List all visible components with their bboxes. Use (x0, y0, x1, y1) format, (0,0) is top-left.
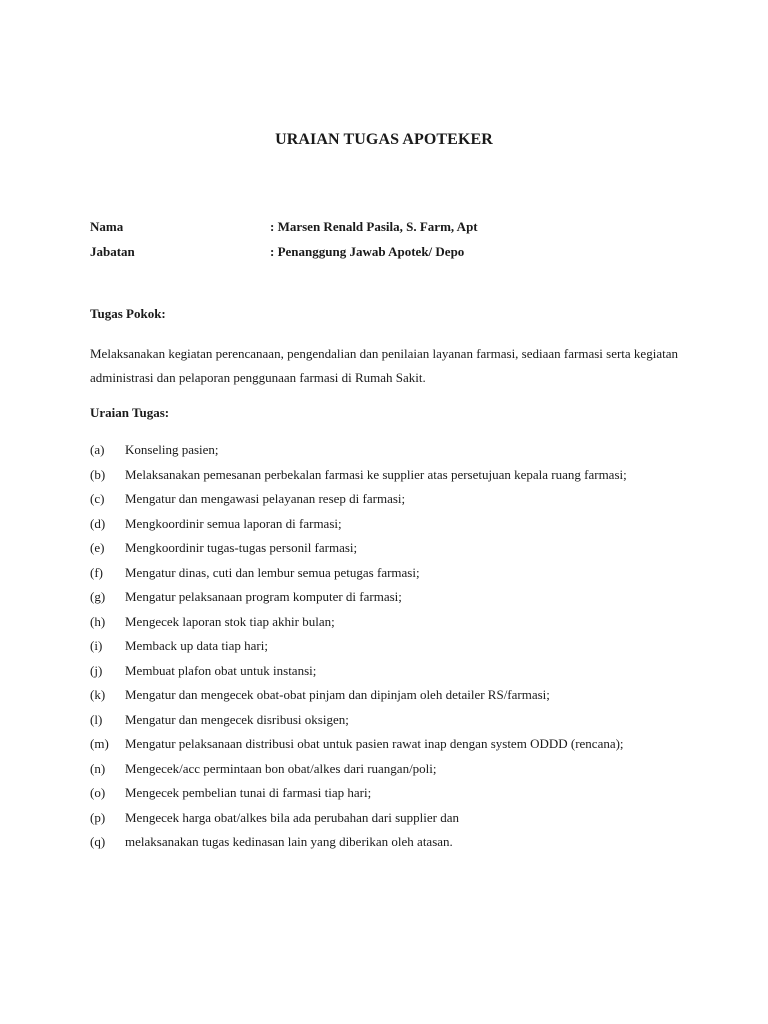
list-item-marker: (n) (90, 760, 106, 776)
list-item-text: Mengatur dan mengecek obat-obat pinjam dan dipinjam oleh detailer RS/farmasi; (125, 687, 550, 702)
list-item-text: Mengecek harga obat/alkes bila ada perubahan dari supplier dan (125, 809, 460, 825)
info-row-jabatan (90, 243, 690, 261)
list-item-marker: (e) (90, 540, 105, 555)
list-item-text: Mengecek pembelian tunai di farmasi tiap hari; (125, 785, 372, 800)
list-item-marker: (i) (90, 638, 103, 653)
list-item-marker: (b) (90, 466, 106, 482)
list-item-text: Membuat plafon obat untuk instansi; (125, 662, 317, 678)
list-item (90, 735, 730, 760)
list-item (90, 637, 730, 662)
list-item-marker: (d) (90, 515, 106, 531)
info-row-nama (90, 218, 690, 236)
list-item (90, 515, 730, 540)
list-item (90, 784, 730, 809)
list-item-marker: (h) (90, 613, 106, 629)
list-item-text: Mengatur dan mengawasi pelayanan resep di farmasi; (125, 491, 406, 506)
list-item-text: Mengkoordinir semua laporan di farmasi; (125, 515, 342, 531)
list-item-text: Mengatur dinas, cuti dan lembur semua petugas farmasi; (125, 564, 420, 580)
list-item-text: Konseling pasien; (125, 442, 219, 457)
task-list (90, 441, 730, 858)
nama-label: Nama (90, 219, 124, 234)
list-item-text: Mengecek/acc permintaan bon obat/alkes dari ruangan/poli; (125, 760, 437, 776)
list-item-marker: (m) (90, 736, 109, 751)
list-item-text: Mengatur pelaksanaan program komputer di farmasi; (125, 589, 402, 604)
list-item-text: melaksanakan tugas kedinasan lain yang diberikan oleh atasan. (125, 834, 453, 849)
list-item-marker: (a) (90, 442, 105, 457)
list-item-marker: (c) (90, 491, 105, 506)
list-item (90, 564, 730, 589)
list-item-text: Mengecek laporan stok tiap akhir bulan; (125, 613, 335, 629)
jabatan-value: : Penanggung Jawab Apotek/ Depo (270, 244, 465, 259)
list-item (90, 613, 730, 638)
list-item (90, 539, 730, 564)
list-item (90, 686, 730, 711)
list-item-text: Mengkoordinir tugas-tugas personil farmasi; (125, 540, 358, 555)
document-title: URAIAN TUGAS APOTEKER (275, 131, 493, 148)
list-item (90, 441, 730, 466)
list-item (90, 662, 730, 687)
list-item (90, 711, 730, 736)
list-item-marker: (o) (90, 785, 106, 800)
nama-value: : Marsen Renald Pasila, S. Farm, Apt (270, 219, 478, 234)
list-item (90, 760, 730, 785)
uraian-tugas-heading: Uraian Tugas: (90, 405, 170, 420)
list-item (90, 588, 730, 613)
tugas-pokok-paragraph: Melaksanakan kegiatan perencanaan, pengendalian dan penilaian layanan farmasi, sediaan farmasi serta kegiatan administrasi dan pelaporan penggunaan farmasi di Rumah Sakit. (90, 346, 678, 385)
list-item-marker: (q) (90, 834, 106, 849)
list-item-text: Mengatur dan mengecek disribusi oksigen; (125, 711, 349, 727)
tugas-pokok-heading: Tugas Pokok: (90, 306, 166, 321)
list-item (90, 490, 730, 515)
list-item-text: Melaksanakan pemesanan perbekalan farmasi ke supplier atas persetujuan kepala ruang farmasi; (125, 466, 627, 482)
list-item (90, 466, 730, 491)
list-item-marker: (l) (90, 711, 103, 727)
list-item-marker: (g) (90, 589, 106, 604)
list-item-marker: (f) (90, 564, 103, 580)
list-item-marker: (k) (90, 687, 106, 702)
list-item-text: Memback up data tiap hari; (125, 638, 268, 653)
list-item (90, 833, 730, 858)
list-item-text: Mengatur pelaksanaan distribusi obat untuk pasien rawat inap dengan system ODDD (rencana); (125, 736, 624, 751)
list-item-marker: (p) (90, 809, 106, 825)
list-item-marker: (j) (90, 662, 103, 678)
jabatan-label: Jabatan (90, 244, 135, 259)
list-item (90, 809, 730, 834)
